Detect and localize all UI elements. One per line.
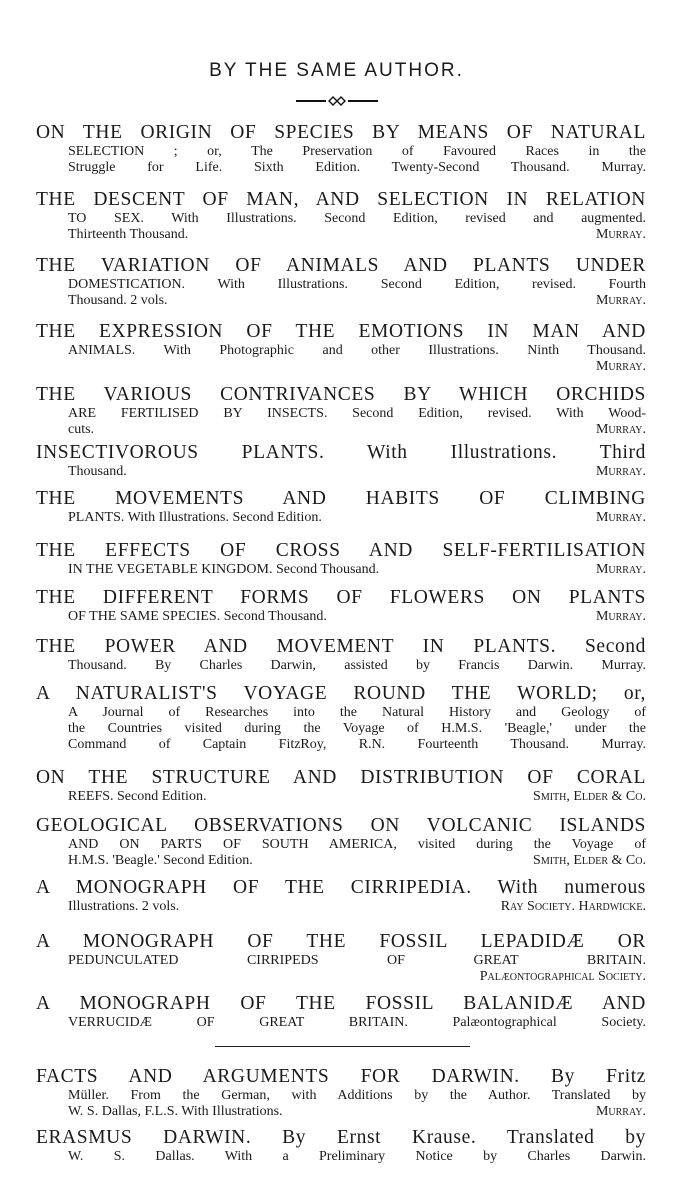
publisher-name: Smith, Elder & Co. (533, 789, 646, 804)
book-entry (36, 321, 646, 375)
publisher-name: Murray. (595, 227, 646, 242)
description-text: AND ON PARTS OF SOUTH AMERICA, visited during the Voyage of (68, 837, 646, 852)
description-text: REEFS. Second Edition. (68, 789, 207, 804)
book-title: A NATURALIST'S VOYAGE ROUND THE WORLD; or, (36, 683, 646, 704)
publisher-name: Murray. (595, 1104, 646, 1119)
book-title: THE EXPRESSION OF THE EMOTIONS IN MAN AND (36, 321, 646, 342)
description-text: Thousand. By Charles Darwin, assisted by Francis Darwin. Murray. (68, 658, 646, 673)
book-entry (36, 1127, 646, 1165)
book-title: THE VARIOUS CONTRIVANCES BY WHICH ORCHIDS (36, 384, 646, 405)
book-entry (36, 384, 646, 438)
description-line (68, 293, 646, 309)
book-entry (36, 540, 646, 578)
description-line (68, 953, 646, 969)
book-title: ON THE ORIGIN OF SPECIES BY MEANS OF NATURAL (36, 122, 646, 143)
description-text: SELECTION ; or, The Preservation of Favoured Races in the (68, 144, 646, 159)
description-line (68, 1015, 646, 1031)
book-title: INSECTIVOROUS PLANTS. With Illustrations. Third (36, 442, 646, 463)
description-text: cuts. (68, 422, 95, 437)
book-description (36, 1088, 646, 1120)
description-line (68, 510, 646, 526)
description-text: ANIMALS. With Photographic and other Illustrations. Ninth Thousand. (68, 343, 646, 358)
book-title: ERASMUS DARWIN. By Ernst Krause. Translated by (36, 1127, 646, 1148)
description-text: W. S. Dallas, F.L.S. With Illustrations. (68, 1104, 283, 1119)
publisher-name: Ray Society. Hardwicke. (500, 899, 646, 914)
book-entry (36, 255, 646, 309)
book-description (36, 343, 646, 375)
description-text: Illustrations. 2 vols. (68, 899, 180, 914)
book-description (36, 1015, 646, 1031)
book-description (36, 899, 646, 915)
description-line (68, 406, 646, 422)
description-line (68, 211, 646, 227)
book-entry (36, 189, 646, 243)
description-line (68, 422, 646, 438)
book-title: A MONOGRAPH OF THE FOSSIL LEPADIDÆ OR (36, 931, 646, 952)
description-line (68, 969, 646, 985)
book-description (36, 406, 646, 438)
publisher-name: Murray. (595, 359, 646, 374)
book-title: THE DIFFERENT FORMS OF FLOWERS ON PLANTS (36, 587, 646, 608)
description-line (68, 464, 646, 480)
description-text: A Journal of Researches into the Natural History and Geology of (68, 705, 646, 720)
description-text: ARE FERTILISED BY INSECTS. Second Edition, revised. With Wood- (68, 406, 646, 421)
description-line (68, 658, 646, 674)
description-line (68, 705, 646, 721)
description-line (68, 853, 646, 869)
description-text: the Countries visited during the Voyage of H.M.S. 'Beagle,' under the (68, 721, 646, 736)
book-description (36, 705, 646, 753)
publisher-name: Murray. (595, 562, 646, 577)
book-description (36, 144, 646, 176)
book-entry (36, 1066, 646, 1120)
book-description (36, 1149, 646, 1165)
description-line (68, 562, 646, 578)
publisher-name: Smith, Elder & Co. (533, 853, 646, 868)
book-description (36, 277, 646, 309)
book-description (36, 211, 646, 243)
description-line (68, 609, 646, 625)
description-text: TO SEX. With Illustrations. Second Edition, revised and augmented. (68, 211, 646, 226)
book-entry (36, 683, 646, 753)
book-entry (36, 122, 646, 176)
book-entry (36, 488, 646, 526)
book-description (36, 953, 646, 985)
description-text: OF THE SAME SPECIES. Second Thousand. (68, 609, 327, 624)
book-entry (36, 442, 646, 480)
book-description (36, 510, 646, 526)
description-line (68, 1088, 646, 1104)
publisher-name: Murray. (595, 510, 646, 525)
book-entry (36, 587, 646, 625)
book-description (36, 609, 646, 625)
description-text: Command of Captain FitzRoy, R.N. Fourteenth Thousand. Murray. (68, 737, 646, 752)
book-title: GEOLOGICAL OBSERVATIONS ON VOLCANIC ISLANDS (36, 815, 646, 836)
description-line (68, 721, 646, 737)
book-description (36, 789, 646, 805)
description-line (68, 789, 646, 805)
description-line (68, 359, 646, 375)
book-title: THE EFFECTS OF CROSS AND SELF-FERTILISATION (36, 540, 646, 561)
page-heading: BY THE SAME AUTHOR. (209, 60, 464, 81)
description-text: DOMESTICATION. With Illustrations. Second Edition, revised. Fourth (68, 277, 646, 292)
book-entry (36, 767, 646, 805)
description-text: Thousand. 2 vols. (68, 293, 168, 308)
description-text: PLANTS. With Illustrations. Second Edition. (68, 510, 322, 525)
publisher-name: Palæontographical Society. (479, 969, 646, 984)
book-title: THE POWER AND MOVEMENT IN PLANTS. Second (36, 636, 646, 657)
book-title: FACTS AND ARGUMENTS FOR DARWIN. By Fritz (36, 1066, 646, 1087)
description-line (68, 160, 646, 176)
description-text: W. S. Dallas. With a Preliminary Notice by Charles Darwin. (68, 1149, 646, 1164)
book-title: A MONOGRAPH OF THE FOSSIL BALANIDÆ AND (36, 993, 646, 1014)
description-line (68, 1104, 646, 1120)
description-line (68, 277, 646, 293)
publisher-name: Murray. (595, 293, 646, 308)
description-line (68, 737, 646, 753)
description-text: H.M.S. 'Beagle.' Second Edition. (68, 853, 253, 868)
book-title: THE VARIATION OF ANIMALS AND PLANTS UNDER (36, 255, 646, 276)
description-text: Thirteenth Thousand. (68, 227, 189, 242)
description-text: Müller. From the German, with Additions by the Author. Translated by (68, 1088, 646, 1103)
section-divider (215, 1046, 470, 1047)
publisher-name: Murray. (595, 464, 646, 479)
description-text: Struggle for Life. Sixth Edition. Twenty-Second Thousand. Murray. (68, 160, 646, 175)
description-text: IN THE VEGETABLE KINGDOM. Second Thousand. (68, 562, 380, 577)
ornament-rule (296, 95, 378, 107)
description-text: Thousand. (68, 464, 127, 479)
description-text: PEDUNCULATED CIRRIPEDS OF GREAT BRITAIN. (68, 953, 646, 968)
book-entry (36, 877, 646, 915)
book-title: A MONOGRAPH OF THE CIRRIPEDIA. With numerous (36, 877, 646, 898)
book-description (36, 658, 646, 674)
book-entry (36, 931, 646, 985)
description-line (68, 837, 646, 853)
description-text: VERRUCIDÆ OF GREAT BRITAIN. Palæontographical Society. (68, 1015, 646, 1030)
book-entry (36, 815, 646, 869)
book-title: ON THE STRUCTURE AND DISTRIBUTION OF CORAL (36, 767, 646, 788)
book-description (36, 464, 646, 480)
book-title: THE MOVEMENTS AND HABITS OF CLIMBING (36, 488, 646, 509)
description-line (68, 1149, 646, 1165)
description-line (68, 144, 646, 160)
book-description (36, 837, 646, 869)
publisher-name: Murray. (595, 609, 646, 624)
book-description (36, 562, 646, 578)
description-line (68, 343, 646, 359)
description-line (68, 899, 646, 915)
book-entry (36, 636, 646, 674)
book-title: THE DESCENT OF MAN, AND SELECTION IN RELATION (36, 189, 646, 210)
book-entry (36, 993, 646, 1031)
publisher-name: Murray. (595, 422, 646, 437)
description-line (68, 227, 646, 243)
